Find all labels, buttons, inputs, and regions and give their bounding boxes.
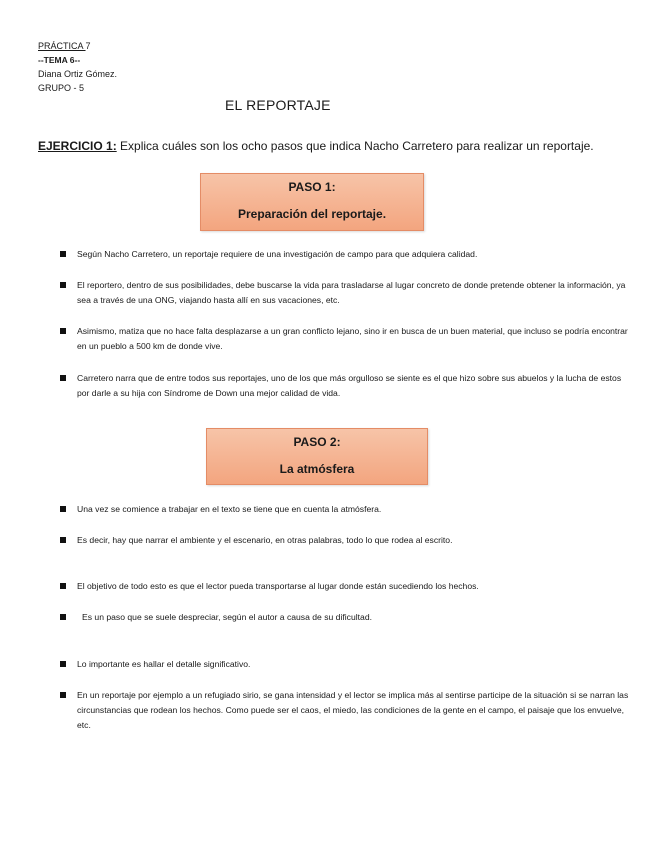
step-1-subtitle: Preparación del reportaje. bbox=[237, 207, 387, 221]
step-2-box bbox=[206, 428, 428, 485]
step-1-heading: PASO 1: bbox=[288, 180, 336, 194]
author-name: Diana Ortiz Gómez. bbox=[38, 69, 118, 79]
bullet-square-icon bbox=[60, 661, 66, 667]
bullet-square-icon bbox=[60, 375, 66, 381]
bullet-text: El objetivo de todo esto es que el lector pueda transportarse al lugar donde están sucediendo los hechos. bbox=[77, 581, 479, 591]
bullet-text: Asimismo, matiza que no hace falta desplazarse a un gran conflicto lejano, sino ir en busca de un buen material, que incluso se podría encontrar en un pueblo a 500 km de donde vive. bbox=[77, 326, 628, 351]
bullet-square-icon bbox=[60, 692, 66, 698]
bullet-square-icon bbox=[60, 583, 66, 589]
bullet-text: Es decir, hay que narrar el ambiente y el escenario, en otras palabras, todo lo que rodea al escrito. bbox=[77, 535, 453, 545]
bullet-text: Una vez se comience a trabajar en el texto se tiene que en cuenta la atmósfera. bbox=[77, 504, 382, 514]
practica-text: PRÁCTICA bbox=[38, 41, 84, 51]
exercise-text: Explica cuáles son los ocho pasos que indica Nacho Carretero para realizar un reportaje. bbox=[116, 139, 594, 153]
bullet-square-icon bbox=[60, 282, 66, 288]
bullet-square-icon bbox=[60, 537, 66, 543]
exercise-statement bbox=[38, 137, 598, 155]
bullet-square-icon bbox=[60, 506, 66, 512]
bullet-text: El reportero, dentro de sus posibilidades, debe buscarse la vida para trasladarse al lugar concreto de donde pretende obtener la información, ya sea a través de una ONG, viajando hasta allí en sus vacaciones, etc. bbox=[77, 280, 626, 305]
bullet-text: Carretero narra que de entre todos sus reportajes, uno de los que más orgulloso se siente es el que hizo sobre sus abuelos y la lucha de estos por darle a su hija con Síndrome de Down una mejor calidad de vida. bbox=[77, 373, 622, 398]
bullet-text: Es un paso que se suele despreciar, según el autor a causa de su dificultad. bbox=[82, 612, 372, 622]
practica-number: 7 bbox=[85, 41, 91, 51]
bullet-text: Lo importante es hallar el detalle significativo. bbox=[77, 659, 251, 669]
bullet-text: En un reportaje por ejemplo a un refugiado sirio, se gana intensidad y el lector se implica más al sentirse participe de la situación si se narran las circunstancias que rodean los hechos. Como puede ser el caos, el miedo, las condiciones de la gente en el campo, el paisaje que los envuelve, etc. bbox=[77, 690, 629, 730]
document-title: EL REPORTAJE bbox=[225, 97, 331, 113]
exercise-label: EJERCICIO 1: bbox=[38, 139, 117, 153]
group-label: GRUPO - 5 bbox=[38, 83, 85, 93]
step-2-heading: PASO 2: bbox=[293, 435, 341, 449]
practica-label bbox=[38, 40, 98, 53]
bullet-square-icon bbox=[60, 328, 66, 334]
step-2-subtitle: La atmósfera bbox=[279, 462, 355, 476]
bullet-square-icon bbox=[60, 614, 66, 620]
tema-label: --TEMA 6-- bbox=[38, 55, 81, 65]
step-1-box bbox=[200, 173, 424, 231]
bullet-square-icon bbox=[60, 251, 66, 257]
bullet-text: Según Nacho Carretero, un reportaje requiere de una investigación de campo para que adquiera calidad. bbox=[77, 249, 478, 259]
